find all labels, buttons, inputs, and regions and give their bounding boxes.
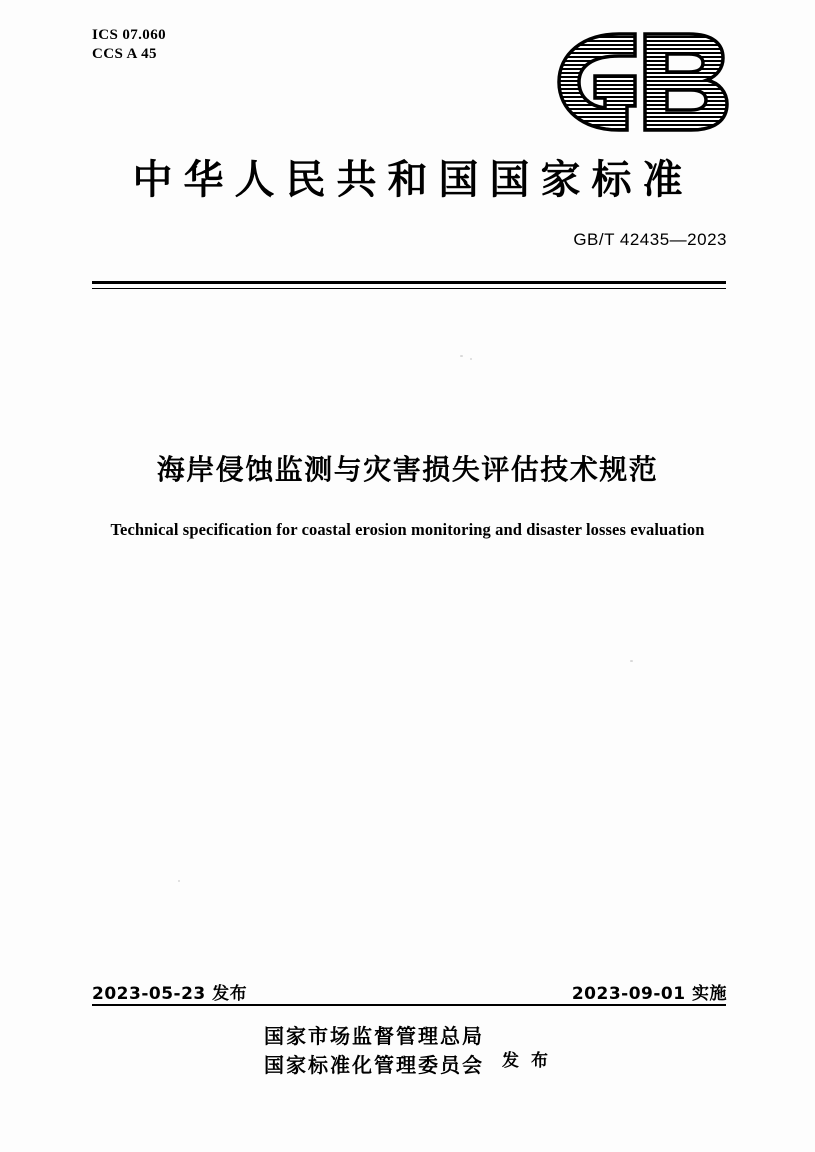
scan-speckle (470, 358, 472, 360)
effective-date: 2023-09-01 实施 (571, 984, 727, 1004)
publisher-names (264, 1022, 484, 1080)
publisher-line-2: 国家标准化管理委员会 (264, 1053, 485, 1077)
footer-divider (92, 1004, 726, 1006)
classification-codes (92, 26, 166, 64)
document-title-chinese: 海岸侵蚀监测与灾害损失评估技术规范 (156, 453, 659, 486)
publisher-block (0, 1022, 815, 1080)
header-divider-thick (92, 281, 726, 284)
header-divider-thin (92, 288, 726, 289)
scan-speckle (178, 880, 180, 882)
scan-speckle (460, 355, 463, 357)
ics-code: ICS 07.060 (92, 27, 167, 43)
page-title: 中华人民共和国国家标准 (132, 157, 694, 203)
gb-logo-icon (549, 28, 729, 136)
scan-speckle (630, 660, 633, 662)
publisher-verb: 发 布 (502, 1050, 551, 1071)
issue-date: 2023-05-23 发布 (92, 984, 248, 1004)
document-title-english: Technical specification for coastal erosion monitoring and disaster losses evaluation (110, 520, 705, 539)
ccs-code: CCS A 45 (92, 46, 157, 62)
standard-number: GB/T 42435—2023 (573, 230, 727, 249)
publisher-line-1: 国家市场监督管理总局 (264, 1024, 485, 1048)
